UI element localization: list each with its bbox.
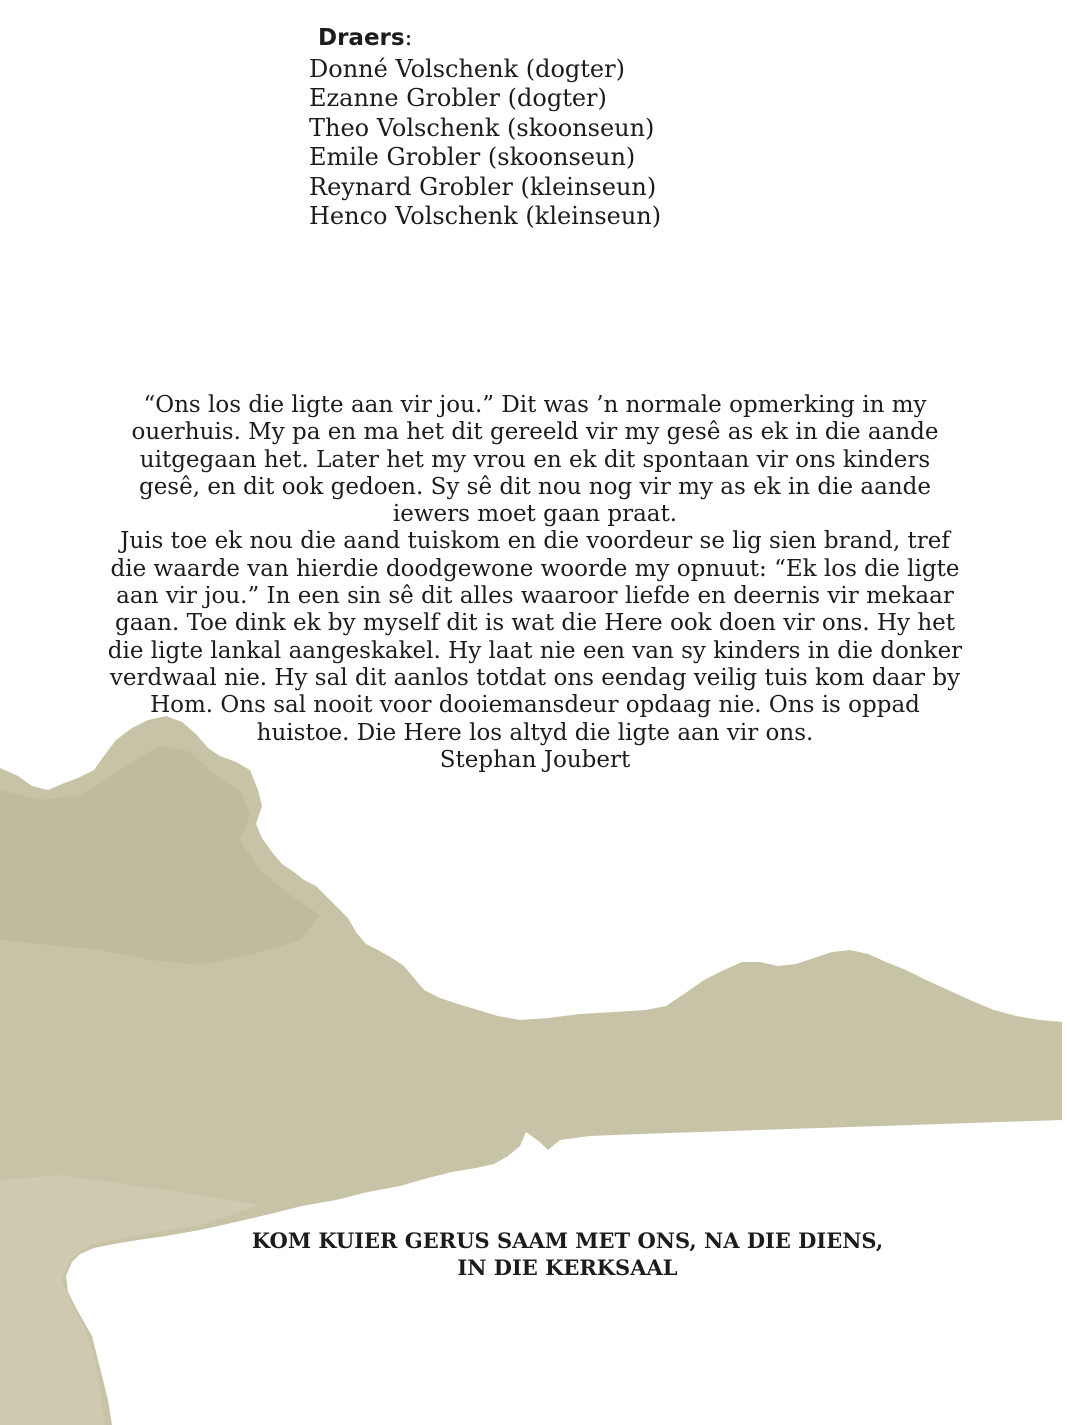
quote-author: Stephan Joubert (439, 746, 631, 773)
quote-line: huistoe. Die Here los altyd die ligte aan vir ons. (256, 719, 814, 746)
quote-line: ouerhuis. My pa en ma het dit gereeld vir my gesê as ek in die aande (131, 419, 939, 446)
quote-line: Juis toe ek nou die aand tuiskom en die voordeur se lig sien brand, tref (120, 528, 950, 555)
quote-line: uitgegaan het. Later het my vrou en ek dit spontaan vir ons kinders (139, 446, 931, 473)
quote-line: die ligte lankal aangeskakel. Hy laat nie een van sy kinders in die donker (107, 637, 963, 664)
quote-line: Hom. Ons sal nooit voor dooiemansdeur opdaag nie. Ons is oppad (150, 692, 920, 719)
quote-line: gaan. Toe dink ek by myself dit is wat die Here ook doen vir ons. Hy het (115, 610, 955, 637)
pallbearers-heading-colon: : (404, 25, 413, 51)
quote-line: verdwaal nie. Hy sal dit aanlos totdat ons eendag veilig tuis kom daar by (109, 664, 961, 691)
quote-line: “Ons los die ligte aan vir jou.” Dit was ’n normale opmerking in my (143, 392, 927, 418)
pallbearers-heading-text: Draers (318, 25, 405, 51)
pallbearer-name: Theo Volschenk (skoonseun) (309, 113, 655, 142)
pallbearers-heading (318, 24, 661, 54)
pallbearers-section (309, 24, 661, 232)
quote-line: iewers moet gaan praat. (392, 501, 678, 528)
reception-invitation (100, 1227, 1035, 1281)
invitation-line-1: KOM KUIER GERUS SAAM MET ONS, NA DIE DIENS, (251, 1228, 884, 1253)
quote-line: gesê, en dit ook gedoen. Sy sê dit nou nog vir my as ek in die aande (138, 473, 932, 500)
pallbearer-name: Henco Volschenk (kleinseun) (309, 202, 662, 230)
invitation-line-2: IN DIE KERKSAAL (457, 1255, 678, 1280)
pallbearer-name: Donné Volschenk (dogter) (309, 54, 625, 83)
quote-line: aan vir jou.” In een sin sê dit alles waaroor liefde en deernis vir mekaar (116, 583, 954, 610)
pallbearer-name: Ezanne Grobler (dogter) (309, 84, 607, 112)
shore-shading (0, 1175, 260, 1425)
pallbearer-name: Emile Grobler (skoonseun) (309, 143, 636, 171)
quote-line: die waarde van hierdie doodgewone woorde my opnuut: “Ek los die ligte (110, 555, 960, 582)
quote-passage (40, 392, 1030, 774)
pallbearer-name: Reynard Grobler (kleinseun) (309, 172, 657, 201)
